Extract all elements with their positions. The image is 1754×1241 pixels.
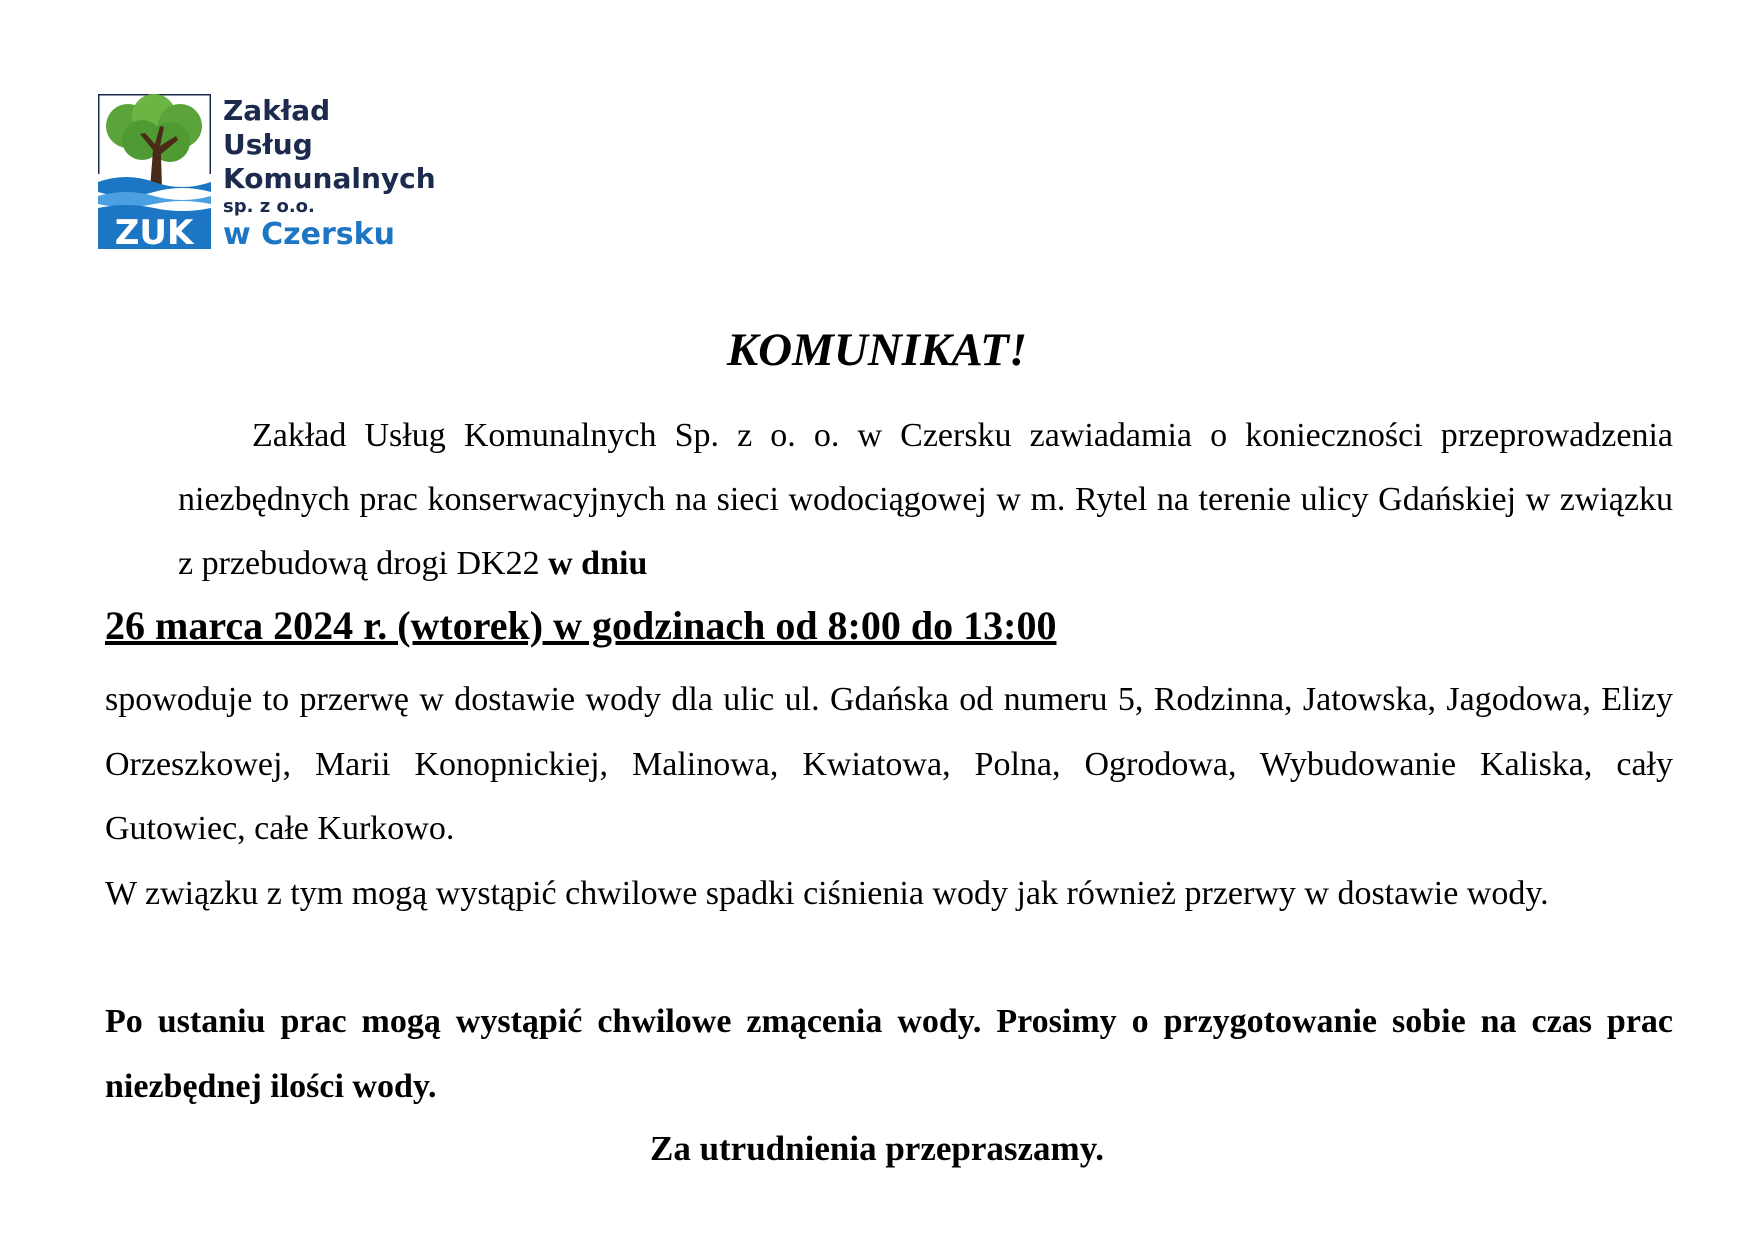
intro-bold-tail: w dniu [548, 545, 648, 582]
intro-paragraph [178, 404, 1673, 596]
logo-text [223, 94, 436, 252]
page-title: KOMUNIKAT! [726, 324, 1028, 376]
logo-line-1: Zakład [223, 94, 331, 127]
logo-line-4: sp. z o.o. [223, 196, 315, 217]
intro-text: Zakład Usług Komunalnych Sp. z o. o. w Czersku zawiadamia o konieczności przeprowadzenia niezbędnych prac konserwacyjnych na sieci wodociągowej w m. Rytel na terenie ulicy Gdańskiej w związku z przebudową drogi DK22 [178, 417, 1673, 582]
logo-line-5: w Czersku [223, 217, 395, 252]
streets-paragraph: spowoduje to przerwę w dostawie wody dla ulic ul. Gdańska od numeru 5, Rodzinna, Jatowska, Jagodowa, Elizy Orzeszkowej, Marii Konopnickiej, Malinowa, Kwiatowa, Polna, Ogrodowa, Wybudowanie Kaliska, cały Gutowiec, całe Kurkowo. [105, 681, 1673, 847]
company-logo [98, 94, 438, 256]
logo-line-2: Usług [223, 128, 313, 161]
date-line: 26 marca 2024 r. (wtorek) w godzinach od 8:00 do 13:00 [105, 603, 1057, 648]
tree-water-logo-icon [98, 94, 211, 249]
warning-paragraph: Po ustaniu prac mogą wystąpić chwilowe zmącenia wody. Prosimy o przygotowanie sobie na czas prac niezbędnej ilości wody. [105, 1003, 1673, 1105]
pressure-paragraph: W związku z tym mogą wystąpić chwilowe spadki ciśnienia wody jak również przerwy w dostawie wody. [105, 875, 1549, 912]
closing-line: Za utrudnienia przepraszamy. [649, 1129, 1105, 1168]
logo-line-3: Komunalnych [223, 162, 436, 195]
logo-badge-text: ZUK [114, 213, 194, 249]
